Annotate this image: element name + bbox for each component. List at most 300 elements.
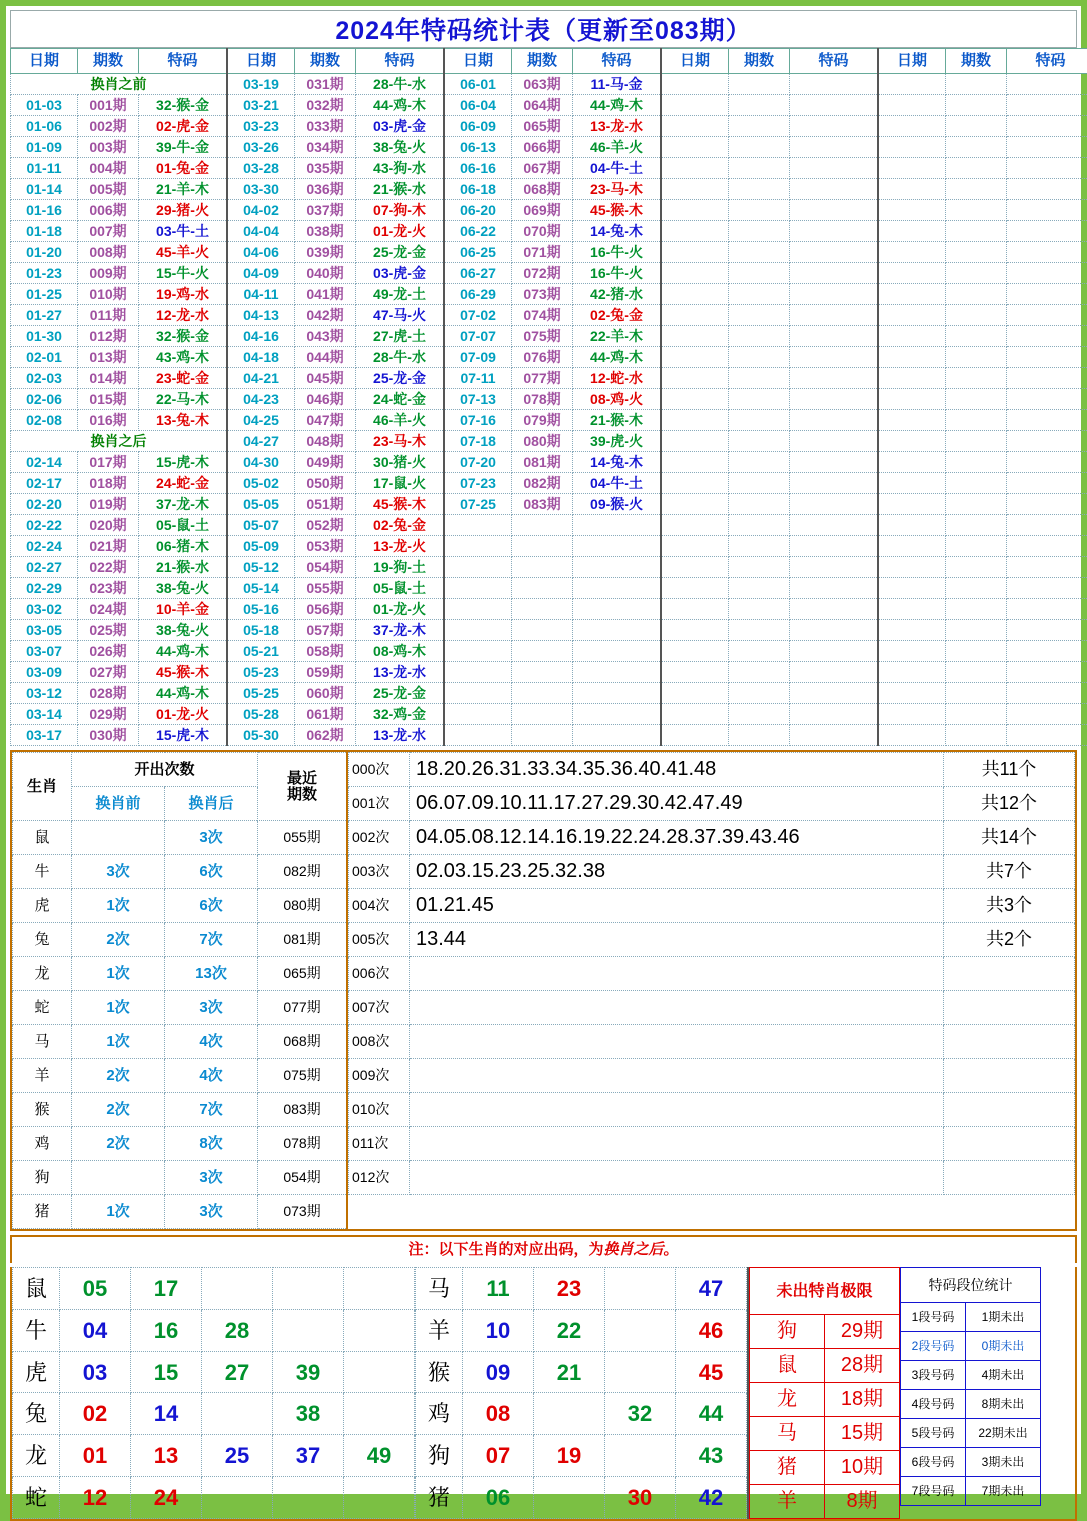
cell-empty-code [790, 158, 879, 179]
bottom-number: 25 [202, 1435, 273, 1477]
bottom-zodiac-name: 鸡 [416, 1393, 463, 1435]
segment-row [901, 1361, 1041, 1390]
cell-date: 03-12 [11, 683, 78, 704]
cell-date: 01-03 [11, 95, 78, 116]
bottom-number: 12 [60, 1477, 131, 1519]
cell-empty-date [661, 263, 729, 284]
bottom-number: 14 [131, 1393, 202, 1435]
cell-empty-issue [946, 536, 1007, 557]
cell-issue: 080期 [512, 431, 573, 452]
cell-empty-date [878, 494, 946, 515]
cell-empty-date [661, 620, 729, 641]
bottom-number [605, 1435, 676, 1477]
cell-issue: 078期 [512, 389, 573, 410]
cell-empty-date [878, 221, 946, 242]
cell-date: 03-26 [227, 137, 295, 158]
cell-empty-date [661, 242, 729, 263]
occurrence-label: 003次 [349, 855, 410, 889]
zodiac-after-count: 7次 [165, 923, 258, 957]
occurrence-numbers [410, 1025, 944, 1059]
zodiac-name: 鸡 [13, 1127, 72, 1161]
cell-empty-date [878, 74, 946, 95]
segment-label: 2段号码 [901, 1332, 966, 1361]
cell-date: 06-29 [444, 284, 512, 305]
cell-empty-issue [946, 347, 1007, 368]
zodiac-after-count: 13次 [165, 957, 258, 991]
cell-issue: 047期 [295, 410, 356, 431]
bottom-zodiac-name: 狗 [416, 1435, 463, 1477]
cell-empty-date [878, 284, 946, 305]
cell-special-code: 23-马-木 [356, 431, 445, 452]
cell-issue: 025期 [78, 620, 139, 641]
cell-special-code: 12-蛇-水 [573, 368, 662, 389]
cell-issue: 032期 [295, 95, 356, 116]
limit-row [750, 1349, 900, 1383]
cell-empty-code [1007, 683, 1087, 704]
cell-empty-issue [946, 431, 1007, 452]
cell-empty-date [878, 326, 946, 347]
cell-special-code: 14-兔-木 [573, 452, 662, 473]
bottom-number: 04 [60, 1309, 131, 1351]
col-header-special: 特码 [573, 49, 662, 74]
cell-empty-code [790, 221, 879, 242]
cell-issue: 041期 [295, 284, 356, 305]
cell-issue: 027期 [78, 662, 139, 683]
cell-empty-issue [946, 74, 1007, 95]
cell-empty-code [1007, 452, 1087, 473]
bottom-number [344, 1477, 415, 1519]
segment-section [900, 1267, 1041, 1519]
cell-date: 05-23 [227, 662, 295, 683]
zodiac-before-count: 2次 [72, 1059, 165, 1093]
cell-date: 07-11 [444, 368, 512, 389]
limit-periods: 29期 [825, 1315, 900, 1349]
cell-empty-issue [946, 200, 1007, 221]
bottom-row [416, 1309, 747, 1351]
cell-issue: 031期 [295, 74, 356, 95]
segment-stat: 1期未出 [966, 1303, 1041, 1332]
zodiac-recent-issue: 055期 [258, 821, 348, 855]
segment-row [901, 1477, 1041, 1506]
cell-empty-issue [729, 179, 790, 200]
cell-empty-code [790, 137, 879, 158]
cell-empty-issue [729, 284, 790, 305]
zodiac-before-count: 2次 [72, 1127, 165, 1161]
middle-section [10, 750, 1077, 1231]
cell-special-code: 01-龙-火 [356, 221, 445, 242]
occurrence-row [349, 1025, 1075, 1059]
cell-special-code: 01-兔-金 [139, 158, 228, 179]
cell-empty-code [1007, 431, 1087, 452]
cell-empty-issue [946, 494, 1007, 515]
cell-date: 05-02 [227, 473, 295, 494]
cell-empty-issue [946, 242, 1007, 263]
cell-date: 06-01 [444, 74, 512, 95]
cell-date: 01-14 [11, 179, 78, 200]
cell-special-code: 46-羊-火 [573, 137, 662, 158]
cell-empty-date [444, 536, 512, 557]
cell-issue: 077期 [512, 368, 573, 389]
col-header-issue: 期数 [946, 49, 1007, 74]
cell-empty-issue [729, 95, 790, 116]
cell-issue: 069期 [512, 200, 573, 221]
cell-empty-issue [512, 662, 573, 683]
cell-special-code: 13-龙-水 [356, 662, 445, 683]
occurrence-row [349, 889, 1075, 923]
cell-special-code: 15-虎-木 [139, 725, 228, 746]
occurrence-label: 001次 [349, 787, 410, 821]
section-label: 换肖之后 [11, 431, 228, 452]
cell-special-code: 10-羊-金 [139, 599, 228, 620]
zodiac-name: 龙 [13, 957, 72, 991]
bottom-number: 15 [131, 1351, 202, 1393]
occurrence-label: 009次 [349, 1059, 410, 1093]
cell-special-code: 17-鼠-火 [356, 473, 445, 494]
cell-empty-code [1007, 473, 1087, 494]
limit-periods: 10期 [825, 1451, 900, 1485]
col-header-date: 日期 [661, 49, 729, 74]
cell-empty-code [1007, 74, 1087, 95]
zodiac-row [13, 1059, 348, 1093]
occurrence-numbers [410, 1093, 944, 1127]
occurrence-label: 012次 [349, 1161, 410, 1195]
cell-empty-issue [512, 683, 573, 704]
bottom-number: 03 [60, 1351, 131, 1393]
col-header-issue: 期数 [512, 49, 573, 74]
cell-date: 04-06 [227, 242, 295, 263]
cell-empty-issue [946, 641, 1007, 662]
cell-special-code: 44-鸡-木 [573, 95, 662, 116]
cell-empty-date [661, 578, 729, 599]
zodiac-before-count: 2次 [72, 923, 165, 957]
cell-empty-date [444, 704, 512, 725]
cell-special-code: 45-羊-火 [139, 242, 228, 263]
cell-date: 02-08 [11, 410, 78, 431]
bottom-number: 09 [463, 1351, 534, 1393]
cell-empty-date [661, 452, 729, 473]
occurrence-numbers: 18.20.26.31.33.34.35.36.40.41.48 [410, 753, 944, 787]
cell-issue: 079期 [512, 410, 573, 431]
cell-issue: 026期 [78, 641, 139, 662]
cell-empty-date [878, 452, 946, 473]
cell-date: 01-09 [11, 137, 78, 158]
cell-date: 06-25 [444, 242, 512, 263]
cell-issue: 013期 [78, 347, 139, 368]
cell-empty-code [573, 536, 662, 557]
cell-issue: 054期 [295, 557, 356, 578]
cell-issue: 062期 [295, 725, 356, 746]
cell-date: 05-18 [227, 620, 295, 641]
bottom-number [605, 1309, 676, 1351]
cell-empty-code [1007, 95, 1087, 116]
cell-empty-issue [946, 599, 1007, 620]
cell-issue: 038期 [295, 221, 356, 242]
occurrence-total [944, 1093, 1075, 1127]
cell-date: 01-16 [11, 200, 78, 221]
cell-date: 05-21 [227, 641, 295, 662]
cell-special-code: 03-牛-土 [139, 221, 228, 242]
cell-empty-code [573, 620, 662, 641]
cell-empty-issue [946, 452, 1007, 473]
table-row [11, 74, 1087, 95]
cell-date: 04-23 [227, 389, 295, 410]
cell-empty-code [1007, 137, 1087, 158]
cell-date: 03-28 [227, 158, 295, 179]
cell-empty-code [790, 452, 879, 473]
zodiac-after-count: 3次 [165, 821, 258, 855]
bottom-number: 23 [534, 1268, 605, 1310]
zodiac-after-count: 3次 [165, 991, 258, 1025]
cell-empty-issue [946, 662, 1007, 683]
cell-special-code: 02-兔-金 [356, 515, 445, 536]
cell-empty-issue [512, 725, 573, 746]
cell-special-code: 23-马-木 [573, 179, 662, 200]
cell-empty-date [661, 116, 729, 137]
cell-issue: 064期 [512, 95, 573, 116]
cell-issue: 039期 [295, 242, 356, 263]
before-header: 换肖前 [72, 787, 165, 821]
cell-empty-code [1007, 557, 1087, 578]
cell-special-code: 28-牛-水 [356, 74, 445, 95]
table-row [11, 179, 1087, 200]
table-row [11, 95, 1087, 116]
cell-issue: 016期 [78, 410, 139, 431]
cell-date: 05-05 [227, 494, 295, 515]
cell-empty-date [661, 284, 729, 305]
bottom-number: 10 [463, 1309, 534, 1351]
cell-date: 04-13 [227, 305, 295, 326]
cell-empty-issue [946, 116, 1007, 137]
segment-row [901, 1303, 1041, 1332]
cell-empty-code [1007, 179, 1087, 200]
cell-issue: 006期 [78, 200, 139, 221]
cell-empty-code [790, 515, 879, 536]
zodiac-after-count: 6次 [165, 855, 258, 889]
cell-issue: 056期 [295, 599, 356, 620]
segment-label: 6段号码 [901, 1448, 966, 1477]
col-header-special: 特码 [356, 49, 445, 74]
cell-special-code: 21-猴-水 [356, 179, 445, 200]
cell-special-code: 45-猴-木 [139, 662, 228, 683]
bottom-number [605, 1351, 676, 1393]
cell-empty-issue [946, 704, 1007, 725]
zodiac-recent-issue: 080期 [258, 889, 348, 923]
cell-empty-code [790, 620, 879, 641]
bottom-number: 02 [60, 1393, 131, 1435]
cell-empty-date [444, 683, 512, 704]
cell-date: 01-20 [11, 242, 78, 263]
bottom-number: 30 [605, 1477, 676, 1519]
limit-title: 未出特肖极限 [750, 1268, 900, 1315]
cell-issue: 017期 [78, 452, 139, 473]
cell-date: 05-09 [227, 536, 295, 557]
col-header-issue: 期数 [729, 49, 790, 74]
cell-empty-issue [946, 284, 1007, 305]
zodiac-before-count: 2次 [72, 1093, 165, 1127]
cell-empty-date [444, 599, 512, 620]
cell-issue: 074期 [512, 305, 573, 326]
table-row [11, 410, 1087, 431]
cell-date: 06-22 [444, 221, 512, 242]
table-row [11, 137, 1087, 158]
cell-special-code: 16-牛-火 [573, 263, 662, 284]
cell-empty-issue [729, 116, 790, 137]
cell-date: 06-09 [444, 116, 512, 137]
bottom-number: 11 [463, 1268, 534, 1310]
limit-periods: 15期 [825, 1417, 900, 1451]
cell-empty-date [661, 641, 729, 662]
cell-empty-issue [729, 347, 790, 368]
cell-empty-date [878, 137, 946, 158]
cell-empty-date [878, 683, 946, 704]
cell-date: 04-21 [227, 368, 295, 389]
cell-date: 03-14 [11, 704, 78, 725]
zodiac-name: 羊 [13, 1059, 72, 1093]
cell-date: 02-22 [11, 515, 78, 536]
zodiac-name: 狗 [13, 1161, 72, 1195]
bottom-row [416, 1268, 747, 1310]
cell-special-code: 22-马-木 [139, 389, 228, 410]
cell-date: 07-09 [444, 347, 512, 368]
cell-empty-issue [729, 158, 790, 179]
occurrence-row [349, 787, 1075, 821]
cell-issue: 015期 [78, 389, 139, 410]
cell-date: 06-18 [444, 179, 512, 200]
cell-issue: 053期 [295, 536, 356, 557]
cell-date: 06-13 [444, 137, 512, 158]
cell-date: 03-21 [227, 95, 295, 116]
cell-empty-code [1007, 221, 1087, 242]
occurrence-numbers [410, 1127, 944, 1161]
cell-issue: 002期 [78, 116, 139, 137]
cell-issue: 070期 [512, 221, 573, 242]
table-row [11, 158, 1087, 179]
cell-empty-code [573, 599, 662, 620]
cell-date: 03-02 [11, 599, 78, 620]
cell-empty-code [573, 683, 662, 704]
occurrence-label: 002次 [349, 821, 410, 855]
cell-special-code: 22-羊-木 [573, 326, 662, 347]
zodiac-before-count [72, 821, 165, 855]
cell-empty-date [878, 473, 946, 494]
cell-empty-code [1007, 158, 1087, 179]
cell-empty-date [878, 725, 946, 746]
cell-empty-code [573, 725, 662, 746]
occurrence-label: 005次 [349, 923, 410, 957]
cell-date: 07-16 [444, 410, 512, 431]
table-row [11, 368, 1087, 389]
table-row [11, 431, 1087, 452]
cell-empty-date [661, 431, 729, 452]
cell-issue: 042期 [295, 305, 356, 326]
occurrence-total [944, 1161, 1075, 1195]
cell-empty-code [1007, 662, 1087, 683]
table-row [11, 683, 1087, 704]
cell-issue: 067期 [512, 158, 573, 179]
cell-issue: 060期 [295, 683, 356, 704]
cell-empty-issue [946, 515, 1007, 536]
cell-empty-issue [729, 368, 790, 389]
cell-date: 03-19 [227, 74, 295, 95]
cell-empty-date [661, 368, 729, 389]
cell-empty-issue [729, 263, 790, 284]
table-row [11, 494, 1087, 515]
zodiac-row [13, 923, 348, 957]
occurrence-numbers: 06.07.09.10.11.17.27.29.30.42.47.49 [410, 787, 944, 821]
cell-special-code: 43-狗-水 [356, 158, 445, 179]
bottom-number: 39 [273, 1351, 344, 1393]
cell-empty-date [444, 515, 512, 536]
col-header-issue: 期数 [78, 49, 139, 74]
cell-empty-date [878, 200, 946, 221]
cell-empty-issue [729, 305, 790, 326]
cell-empty-issue [946, 620, 1007, 641]
cell-issue: 036期 [295, 179, 356, 200]
cell-empty-issue [946, 221, 1007, 242]
table-row [11, 557, 1087, 578]
cell-special-code: 46-羊-火 [356, 410, 445, 431]
cell-empty-date [661, 725, 729, 746]
cell-date: 05-28 [227, 704, 295, 725]
segment-label: 3段号码 [901, 1361, 966, 1390]
cell-date: 01-06 [11, 116, 78, 137]
cell-special-code: 11-马-金 [573, 74, 662, 95]
cell-empty-date [661, 536, 729, 557]
table-row [11, 326, 1087, 347]
cell-empty-code [1007, 725, 1087, 746]
cell-empty-issue [729, 431, 790, 452]
note-suffix: 。 [664, 1241, 679, 1258]
cell-empty-date [661, 158, 729, 179]
cell-issue: 037期 [295, 200, 356, 221]
bottom-section [10, 1267, 1077, 1521]
cell-date: 07-13 [444, 389, 512, 410]
cell-empty-issue [946, 725, 1007, 746]
cell-special-code: 13-龙-火 [356, 536, 445, 557]
occurrence-total [944, 957, 1075, 991]
cell-date: 02-01 [11, 347, 78, 368]
zodiac-row [13, 855, 348, 889]
cell-date: 07-02 [444, 305, 512, 326]
zodiac-header: 生肖 [13, 753, 72, 821]
note-emphasis: 换肖之后 [603, 1241, 663, 1258]
cell-empty-date [661, 95, 729, 116]
cell-issue: 057期 [295, 620, 356, 641]
table-row [11, 641, 1087, 662]
bottom-number: 27 [202, 1351, 273, 1393]
occurrence-total [944, 1127, 1075, 1161]
segment-title: 特码段位统计 [901, 1268, 1041, 1303]
cell-empty-date [661, 221, 729, 242]
bottom-number: 06 [463, 1477, 534, 1519]
bottom-number [534, 1393, 605, 1435]
cell-special-code: 07-狗-木 [356, 200, 445, 221]
cell-date: 04-27 [227, 431, 295, 452]
bottom-row [13, 1477, 415, 1519]
cell-empty-date [444, 578, 512, 599]
cell-special-code: 44-鸡-木 [573, 347, 662, 368]
cell-empty-issue [729, 389, 790, 410]
occurrence-numbers: 02.03.15.23.25.32.38 [410, 855, 944, 889]
cell-date: 04-18 [227, 347, 295, 368]
occurrence-total: 共12个 [944, 787, 1075, 821]
cell-issue: 049期 [295, 452, 356, 473]
special-code-grid [10, 48, 1087, 746]
cell-issue: 063期 [512, 74, 573, 95]
cell-date: 03-23 [227, 116, 295, 137]
cell-empty-date [661, 704, 729, 725]
cell-special-code: 39-虎-火 [573, 431, 662, 452]
